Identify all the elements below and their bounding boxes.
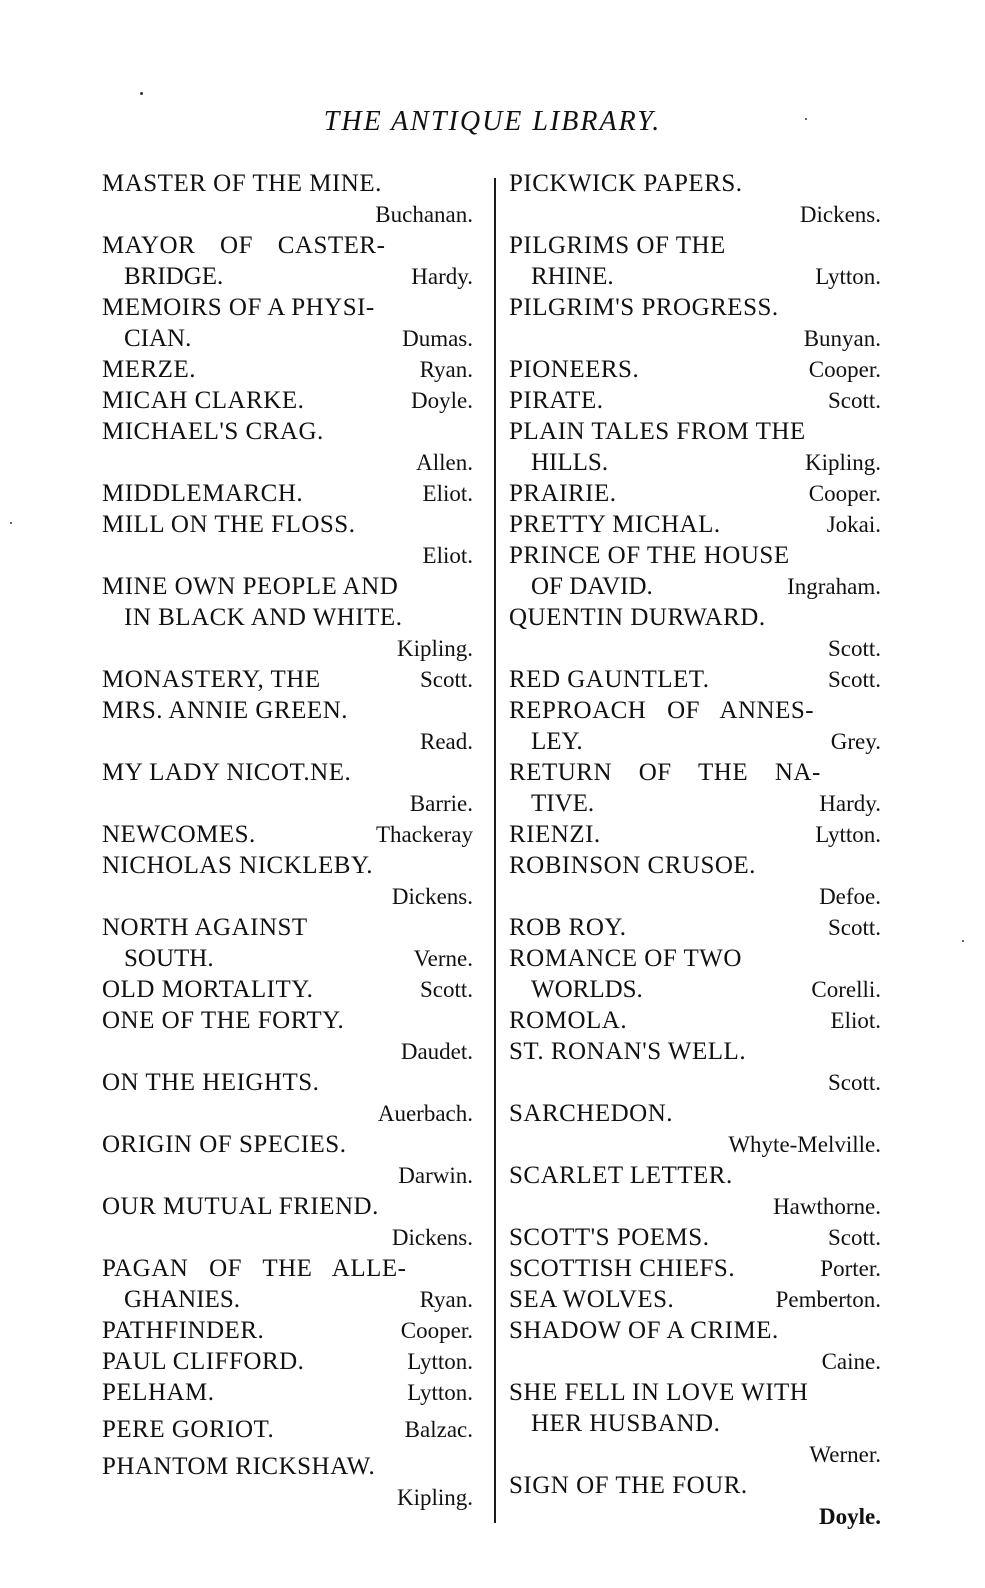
book-author: Read. — [419, 729, 473, 754]
list-item — [509, 230, 881, 292]
book-title: PIRATE. — [509, 387, 604, 414]
book-author: Porter. — [820, 1256, 881, 1281]
list-item — [102, 757, 473, 819]
book-author: Allen. — [416, 450, 473, 475]
book-author: Scott. — [419, 977, 473, 1002]
book-title: MRS. ANNIE GREEN. — [102, 697, 349, 724]
book-title: MY LADY NICOT.NE. — [102, 759, 352, 786]
book-title-continued: IN BLACK AND WHITE. — [124, 604, 403, 631]
book-author: Lytton. — [407, 1380, 473, 1405]
book-author: Auerbach. — [377, 1101, 473, 1126]
book-author: Dickens. — [799, 202, 881, 227]
book-author: Barrie. — [409, 791, 473, 816]
list-item — [509, 1284, 881, 1315]
book-author: Scott. — [827, 636, 881, 661]
list-item — [509, 819, 881, 850]
list-item — [102, 168, 473, 230]
book-author: Dickens. — [391, 884, 473, 909]
book-title: MICAH CLARKE. — [102, 387, 305, 414]
list-item — [102, 571, 473, 664]
book-title: ROB ROY. — [509, 914, 627, 941]
book-author: Ryan. — [419, 357, 473, 382]
book-author: Scott. — [827, 1070, 881, 1095]
book-author: Werner. — [809, 1442, 881, 1467]
book-author: Scott. — [419, 667, 473, 692]
book-title: ON THE HEIGHTS. — [102, 1069, 320, 1096]
list-item — [509, 354, 881, 385]
book-title-continued: RHINE. — [531, 263, 614, 290]
book-author: Hardy. — [411, 264, 473, 289]
list-item — [509, 912, 881, 943]
print-speck — [805, 118, 807, 120]
book-author: Balzac. — [404, 1417, 473, 1442]
book-author: Ryan. — [419, 1287, 473, 1312]
list-item — [509, 478, 881, 509]
book-title: PAUL CLIFFORD. — [102, 1348, 305, 1375]
book-title-continued: CIAN. — [124, 325, 192, 352]
book-author: Kipling. — [396, 636, 473, 661]
book-title: SCARLET LETTER. — [509, 1162, 733, 1189]
list-item — [102, 912, 473, 974]
list-item — [102, 478, 473, 509]
book-title: RETURN OF THE NA- — [509, 759, 821, 786]
book-title: ORIGIN OF SPECIES. — [102, 1131, 347, 1158]
list-item — [509, 1160, 881, 1222]
list-item — [509, 416, 881, 478]
book-title-continued: HILLS. — [531, 449, 609, 476]
list-item — [102, 1191, 473, 1253]
book-title: MICHAEL'S CRAG. — [102, 418, 324, 445]
book-title: SIGN OF THE FOUR. — [509, 1472, 748, 1499]
book-author: Defoe. — [819, 884, 881, 909]
book-author: Scott. — [827, 388, 881, 413]
list-item — [102, 1315, 473, 1346]
list-item — [102, 1253, 473, 1315]
list-item — [102, 819, 473, 850]
book-title-continued: OF DAVID. — [531, 573, 653, 600]
book-author: Scott. — [827, 1225, 881, 1250]
book-title-continued: LEY. — [531, 728, 583, 755]
book-title: RIENZI. — [509, 821, 601, 848]
book-author: Bunyan. — [803, 326, 881, 351]
list-item — [509, 1253, 881, 1284]
list-item — [102, 1346, 473, 1377]
list-item — [509, 602, 881, 664]
book-title-continued: GHANIES. — [124, 1286, 240, 1313]
book-title: PATHFINDER. — [102, 1317, 265, 1344]
book-author: Doyle. — [819, 1504, 881, 1529]
book-author: Jokai. — [826, 512, 881, 537]
book-title: QUENTIN DURWARD. — [509, 604, 766, 631]
book-author: Daudet. — [400, 1039, 473, 1064]
list-item — [102, 354, 473, 385]
book-title: PELHAM. — [102, 1379, 215, 1406]
book-author: Corelli. — [811, 977, 881, 1002]
book-title: PICKWICK PAPERS. — [509, 170, 743, 197]
print-speck — [962, 940, 964, 942]
list-item — [102, 974, 473, 1005]
book-title: MILL ON THE FLOSS. — [102, 511, 356, 538]
book-title: ROMOLA. — [509, 1007, 628, 1034]
list-item — [509, 1098, 881, 1160]
list-item — [102, 664, 473, 695]
book-title: PHANTOM RICKSHAW. — [102, 1453, 376, 1480]
book-title-continued: BRIDGE. — [124, 263, 224, 290]
book-author: Cooper. — [808, 357, 881, 382]
list-item — [102, 850, 473, 912]
book-title: MAYOR OF CASTER- — [102, 232, 386, 259]
book-title: SHADOW OF A CRIME. — [509, 1317, 779, 1344]
book-author: Eliot. — [830, 1008, 881, 1033]
book-author: Caine. — [821, 1349, 881, 1374]
list-item — [509, 509, 881, 540]
list-item — [509, 540, 881, 602]
list-item — [509, 1377, 881, 1470]
list-item — [102, 292, 473, 354]
book-title: OUR MUTUAL FRIEND. — [102, 1193, 379, 1220]
book-author: Cooper. — [400, 1318, 473, 1343]
book-title-continued: WORLDS. — [531, 976, 643, 1003]
list-item — [102, 230, 473, 292]
book-author: Verne. — [413, 946, 473, 971]
book-author: Dickens. — [391, 1225, 473, 1250]
book-title: MASTER OF THE MINE. — [102, 170, 382, 197]
book-title: REPROACH OF ANNES- — [509, 697, 815, 724]
book-title: MIDDLEMARCH. — [102, 480, 304, 507]
book-title: MINE OWN PEOPLE AND — [102, 573, 399, 600]
list-item — [102, 695, 473, 757]
list-item — [102, 1377, 473, 1408]
book-title: ST. RONAN'S WELL. — [509, 1038, 747, 1065]
book-author: Eliot. — [422, 481, 473, 506]
book-author: Hardy. — [819, 791, 881, 816]
book-title: PIONEERS. — [509, 356, 640, 383]
book-author: Ingraham. — [787, 574, 881, 599]
book-title: PILGRIMS OF THE — [509, 232, 726, 259]
list-item — [509, 943, 881, 1005]
book-title: PRETTY MICHAL. — [509, 511, 721, 538]
book-author: Whyte-Melville. — [728, 1132, 881, 1157]
book-author: Lytton. — [815, 264, 881, 289]
list-item — [509, 1036, 881, 1098]
list-item — [102, 385, 473, 416]
book-title: SEA WOLVES. — [509, 1286, 675, 1313]
list-item — [509, 1222, 881, 1253]
list-item — [509, 757, 881, 819]
book-title: NICHOLAS NICKLEBY. — [102, 852, 374, 879]
left-column — [102, 168, 473, 1513]
book-title: NORTH AGAINST — [102, 914, 308, 941]
list-item — [509, 1470, 881, 1532]
list-item — [509, 1315, 881, 1377]
list-item — [509, 385, 881, 416]
book-title: SARCHEDON. — [509, 1100, 674, 1127]
list-item — [102, 1414, 473, 1445]
book-title: NEWCOMES. — [102, 821, 256, 848]
book-title: ROBINSON CRUSOE. — [509, 852, 756, 879]
book-author: Scott. — [827, 667, 881, 692]
book-author: Eliot. — [422, 543, 473, 568]
book-title: SCOTTISH CHIEFS. — [509, 1255, 736, 1282]
list-item — [102, 1129, 473, 1191]
book-title: MONASTERY, THE — [102, 666, 321, 693]
list-item — [102, 416, 473, 478]
book-title-continued: SOUTH. — [124, 945, 214, 972]
book-author: Scott. — [827, 915, 881, 940]
book-author: Lytton. — [815, 822, 881, 847]
book-author: Kipling. — [396, 1485, 473, 1510]
book-author: Grey. — [830, 729, 881, 754]
column-divider — [494, 178, 496, 1523]
book-author: Thackeray — [375, 822, 473, 847]
book-author: Doyle. — [411, 388, 473, 413]
book-title: MERZE. — [102, 356, 196, 383]
list-item — [102, 509, 473, 571]
list-item — [509, 292, 881, 354]
book-author: Buchanan. — [375, 202, 473, 227]
book-title: PRINCE OF THE HOUSE — [509, 542, 790, 569]
print-speck — [10, 522, 12, 524]
book-title: PLAIN TALES FROM THE — [509, 418, 806, 445]
book-title: SHE FELL IN LOVE WITH — [509, 1379, 809, 1406]
book-author: Lytton. — [407, 1349, 473, 1374]
book-title-continued: TIVE. — [531, 790, 595, 817]
right-column — [509, 168, 881, 1532]
book-author: Hawthorne. — [773, 1194, 881, 1219]
book-title: ONE OF THE FORTY. — [102, 1007, 345, 1034]
book-title: SCOTT'S POEMS. — [509, 1224, 710, 1251]
list-item — [509, 1005, 881, 1036]
book-author: Cooper. — [808, 481, 881, 506]
book-title-continued: HER HUSBAND. — [531, 1410, 721, 1437]
list-item — [102, 1451, 473, 1513]
book-author: Darwin. — [398, 1163, 473, 1188]
book-title: ROMANCE OF TWO — [509, 945, 742, 972]
list-item — [509, 850, 881, 912]
book-title: RED GAUNTLET. — [509, 666, 710, 693]
page-title: THE ANTIQUE LIBRARY. — [323, 106, 662, 137]
list-item — [102, 1005, 473, 1067]
book-title: PAGAN OF THE ALLE- — [102, 1255, 407, 1282]
book-title: OLD MORTALITY. — [102, 976, 314, 1003]
list-item — [509, 695, 881, 757]
list-item — [509, 664, 881, 695]
print-speck — [140, 92, 143, 95]
list-item — [509, 168, 881, 230]
book-title: PRAIRIE. — [509, 480, 617, 507]
list-item — [102, 1067, 473, 1129]
book-title: MEMOIRS OF A PHYSI- — [102, 294, 375, 321]
book-author: Dumas. — [402, 326, 473, 351]
book-author: Pemberton. — [775, 1287, 881, 1312]
book-title: PILGRIM'S PROGRESS. — [509, 294, 779, 321]
book-author: Kipling. — [804, 450, 881, 475]
book-title: PERE GORIOT. — [102, 1416, 275, 1443]
